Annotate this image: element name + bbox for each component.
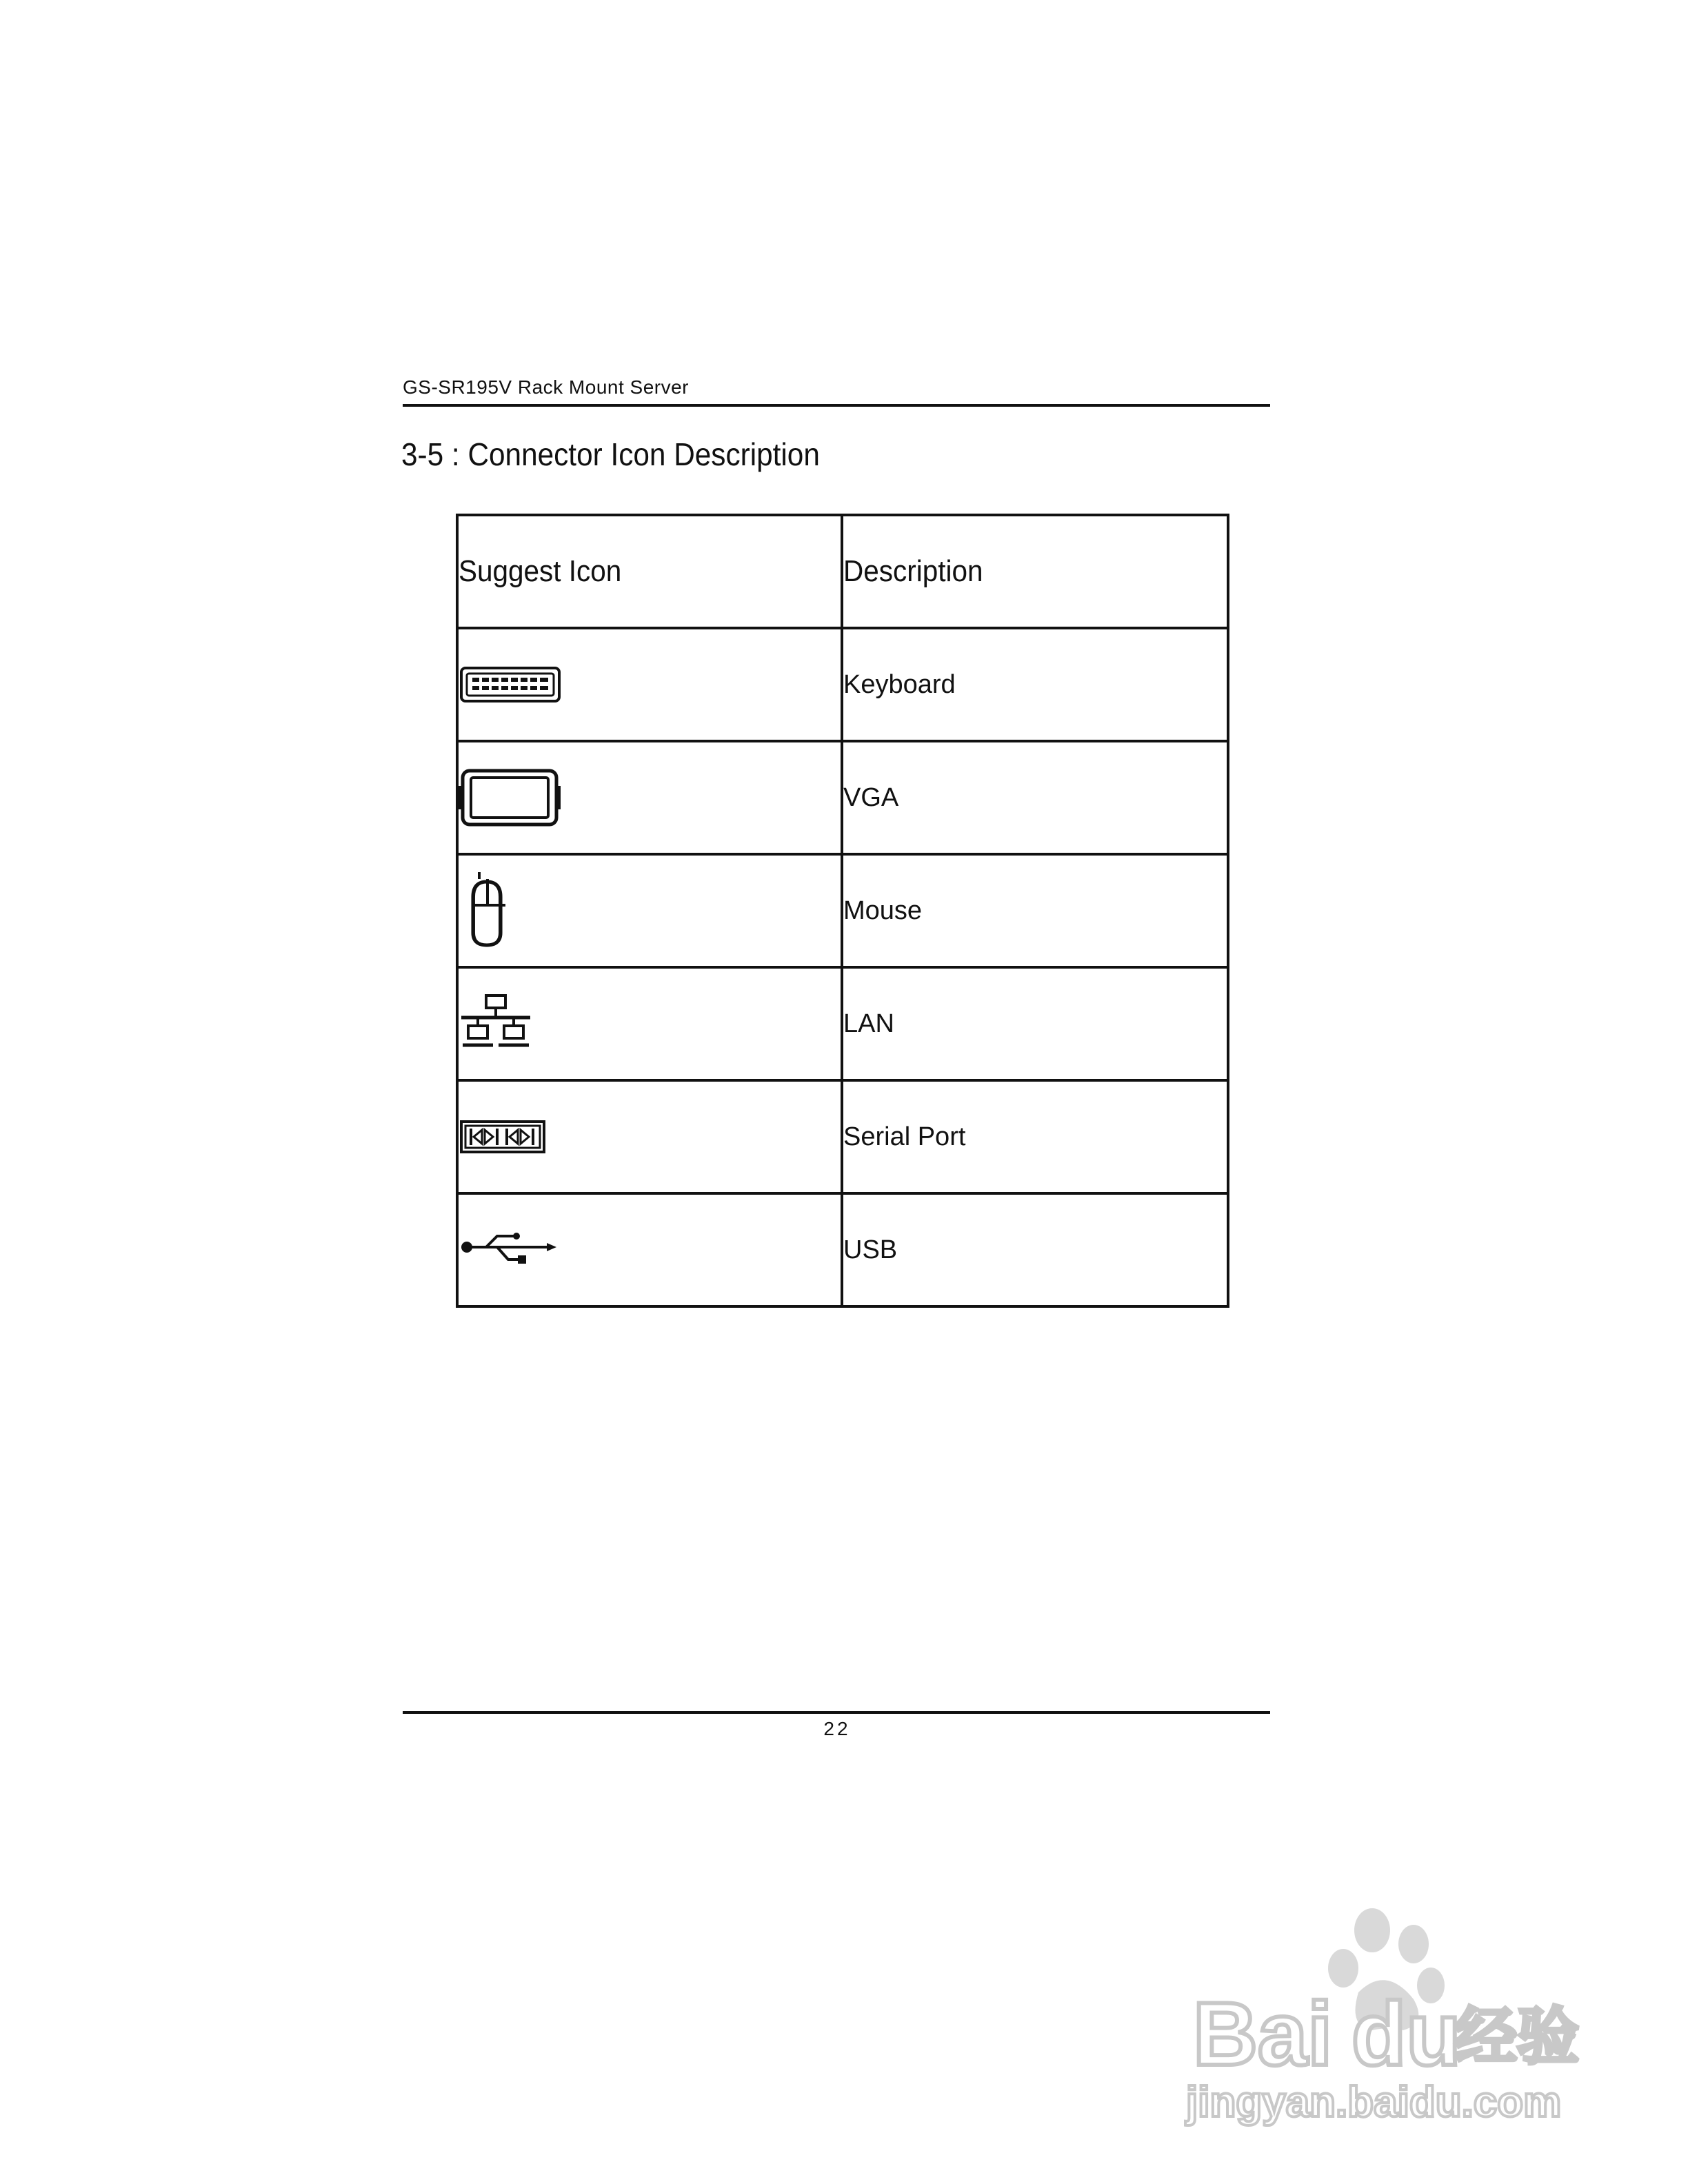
svg-text:经验: 经验 (1455, 2001, 1579, 2073)
column-header-description: Description (842, 515, 1228, 628)
mouse-icon (459, 869, 521, 952)
lan-icon (459, 993, 534, 1055)
section-title: 3-5 : Connector Icon Description (401, 436, 820, 472)
table-row (457, 1193, 1228, 1306)
svg-text:Bai: Bai (1193, 1983, 1333, 2084)
baidu-jingyan-watermark (1165, 1903, 1593, 2130)
description-vga: VGA (842, 741, 1228, 854)
serial-port-icon (459, 1116, 548, 1157)
running-header: GS-SR195V Rack Mount Server (403, 376, 689, 398)
keyboard-icon (459, 664, 562, 705)
table-header-row (457, 515, 1228, 628)
header-rule (403, 404, 1270, 407)
vga-icon (459, 767, 562, 829)
footer-rule (403, 1711, 1270, 1714)
column-header-icon: Suggest Icon (457, 515, 842, 628)
page-number: 22 (823, 1718, 851, 1739)
connector-icon-table (456, 514, 1229, 1308)
usb-icon (459, 1229, 562, 1271)
description-mouse: Mouse (842, 854, 1228, 967)
table-row (457, 967, 1228, 1080)
table-row (457, 628, 1228, 741)
table-row (457, 854, 1228, 967)
table-row (457, 741, 1228, 854)
svg-text:du: du (1352, 1983, 1461, 2084)
description-serial-port: Serial Port (842, 1080, 1228, 1193)
description-usb: USB (842, 1193, 1228, 1306)
description-lan: LAN (842, 967, 1228, 1080)
table-row (457, 1080, 1228, 1193)
svg-text:jingyan.baidu.com: jingyan.baidu.com (1186, 2079, 1562, 2126)
description-keyboard: Keyboard (842, 628, 1228, 741)
